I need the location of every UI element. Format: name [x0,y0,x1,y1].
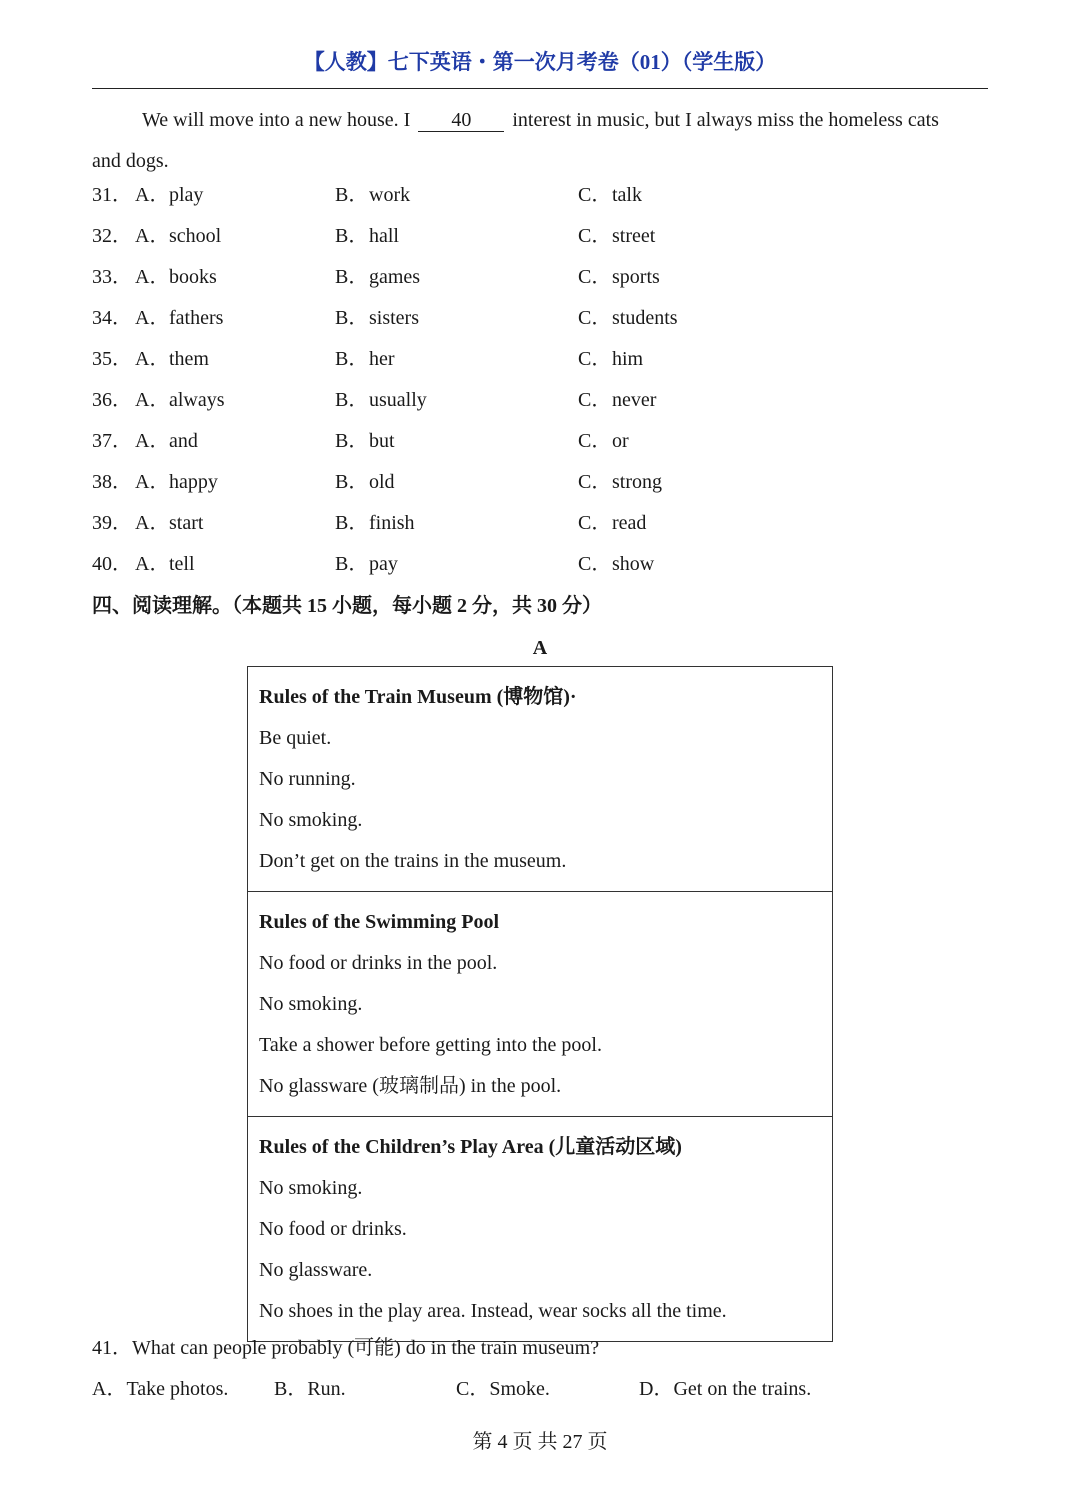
rule-item: No food or drinks in the pool. [259,952,498,974]
option-text: hall [369,225,399,247]
cloze-question-row [92,503,988,544]
question-number: 31． [92,184,132,206]
cloze-question-row [92,339,988,380]
option-c[interactable] [578,421,629,462]
option-text: Run. [307,1378,346,1400]
option-label: B． [335,348,369,370]
option-text: show [612,553,655,575]
question-number: 39． [92,512,132,534]
rules-title: Rules of the Children’s Play Area (儿童活动区域) [259,1136,682,1158]
option-a[interactable] [135,257,217,298]
option-text: pay [369,553,398,575]
passage-text-before-blank: We will move into a new house. I [142,109,411,131]
option-text: finish [369,512,415,534]
option-label: B． [335,266,369,288]
rule-item: Take a shower before getting into the pool. [259,1034,602,1056]
option-label: B． [335,389,369,411]
option-text: Take photos. [126,1378,229,1400]
cloze-question-row [92,257,988,298]
option-label: A． [135,553,170,575]
option-label: B． [274,1378,308,1400]
option-text: sisters [369,307,419,329]
question-number: 36． [92,389,132,411]
option-label: A． [135,184,170,206]
option-text: talk [612,184,642,206]
option-b[interactable] [335,175,410,216]
option-text: street [612,225,656,247]
question-number: 33． [92,266,132,288]
option-text: work [369,184,411,206]
option-text: and [169,430,198,452]
option-label: C． [578,307,612,329]
cloze-question-row [92,544,988,585]
option-a[interactable] [135,339,209,380]
question-number: 32． [92,225,132,247]
rules-block-play-area [248,1117,832,1341]
option-c[interactable] [578,544,654,585]
option-b[interactable] [335,421,395,462]
option-label: A． [135,430,170,452]
rule-item: No smoking. [259,1177,363,1199]
page-header-title: 【人教】七下英语・第一次月考卷（01）（学生版） [303,50,777,74]
option-c[interactable] [578,257,660,298]
header-divider [92,88,988,89]
option-text: school [169,225,222,247]
rule-item: No smoking. [259,993,363,1015]
option-c[interactable] [578,298,678,339]
rule-item: Don’t get on the trains in the museum. [259,850,567,872]
question-41-option-a[interactable] [92,1369,228,1410]
rule-item: Be quiet. [259,727,332,749]
rules-title: Rules of the Train Museum (博物馆)· [259,686,577,708]
rules-block-swimming-pool [248,892,832,1117]
option-b[interactable] [335,339,395,380]
passage-label: A [532,637,548,659]
option-c[interactable] [578,216,655,257]
section-heading-reading: 四、阅读理解。（本题共 15 小题，每小题 2 分，共 30 分） [92,595,602,617]
option-label: C． [578,430,612,452]
option-label: B． [335,553,369,575]
option-text: students [612,307,678,329]
option-label: A． [135,348,170,370]
option-label: A． [135,307,170,329]
option-text: usually [369,389,427,411]
rule-item: No glassware (玻璃制品) in the pool. [259,1075,562,1097]
option-label: A． [135,512,170,534]
rules-table [247,666,833,1342]
option-b[interactable] [335,544,398,585]
option-c[interactable] [578,175,642,216]
cloze-question-row [92,380,988,421]
option-c[interactable] [578,462,662,503]
option-label: B． [335,184,369,206]
option-b[interactable] [335,503,415,544]
option-text: play [169,184,204,206]
option-text: games [369,266,421,288]
option-label: B． [335,225,369,247]
option-text: fathers [169,307,224,329]
rule-item: No glassware. [259,1259,373,1281]
question-number: 38． [92,471,132,493]
rules-title: Rules of the Swimming Pool [259,911,499,933]
rule-item: No food or drinks. [259,1218,407,1240]
option-label: C． [578,512,612,534]
option-b[interactable] [335,298,419,339]
option-text: old [369,471,395,493]
option-c[interactable] [578,339,643,380]
option-text: start [169,512,204,534]
option-label: C． [578,389,612,411]
option-b[interactable] [335,216,399,257]
option-text: happy [169,471,218,493]
blank-40: 40 [418,109,504,132]
rule-item: No running. [259,768,356,790]
option-text: always [169,389,225,411]
question-number: 37． [92,430,132,452]
option-text: strong [612,471,662,493]
option-c[interactable] [578,503,646,544]
option-label: B． [335,430,369,452]
option-label: C． [578,471,612,493]
option-label: C． [578,225,612,247]
option-label: B． [335,471,369,493]
option-text: her [369,348,395,370]
option-text: him [612,348,644,370]
passage-line-2: and dogs. [92,150,169,172]
rule-item: No smoking. [259,809,363,831]
option-label: C． [578,348,612,370]
option-text: books [169,266,217,288]
page-footer-number: 第 4 页 共 27 页 [472,1431,608,1453]
cloze-question-row [92,421,988,462]
cloze-passage-fragment [92,100,988,182]
option-text: read [612,512,647,534]
option-text: Get on the trains. [673,1378,812,1400]
option-label: C． [456,1378,490,1400]
option-a[interactable] [135,216,221,257]
question-41-option-b[interactable] [274,1369,346,1410]
question-41-option-c[interactable] [456,1369,550,1410]
rules-block-train-museum [248,667,832,892]
rule-item: No shoes in the play area. Instead, wear socks all the time. [259,1300,727,1322]
option-a[interactable] [135,298,223,339]
question-41-options [92,1369,988,1410]
option-a[interactable] [135,462,218,503]
question-number: 40． [92,553,132,575]
passage-line-1 [92,100,988,141]
option-label: D． [639,1378,674,1400]
option-label: B． [335,512,369,534]
passage-text-after-blank: interest in music, but I always miss the homeless cats [512,109,939,131]
option-text: but [369,430,395,452]
option-text: never [612,389,657,411]
option-a[interactable] [135,503,203,544]
option-a[interactable] [135,175,203,216]
option-label: A． [135,266,170,288]
option-label: A． [92,1378,127,1400]
question-41-stem: 41．What can people probably (可能) do in the train museum? [92,1337,600,1359]
option-b[interactable] [335,462,395,503]
option-a[interactable] [135,421,198,462]
option-label: C． [578,184,612,206]
option-a[interactable] [135,544,195,585]
option-label: A． [135,389,170,411]
option-label: C． [578,266,612,288]
option-text: sports [612,266,660,288]
option-label: C． [578,553,612,575]
cloze-question-row [92,298,988,339]
option-text: tell [169,553,195,575]
cloze-question-row [92,175,988,216]
option-text: them [169,348,209,370]
option-label: B． [335,307,369,329]
option-label: A． [135,225,170,247]
option-text: Smoke. [489,1378,550,1400]
option-a[interactable] [135,380,225,421]
option-b[interactable] [335,380,427,421]
cloze-question-row [92,216,988,257]
question-41-option-d[interactable] [639,1369,811,1410]
option-text: or [612,430,629,452]
question-number: 35． [92,348,132,370]
question-number: 34． [92,307,132,329]
option-b[interactable] [335,257,420,298]
option-label: A． [135,471,170,493]
cloze-question-row [92,462,988,503]
option-c[interactable] [578,380,656,421]
